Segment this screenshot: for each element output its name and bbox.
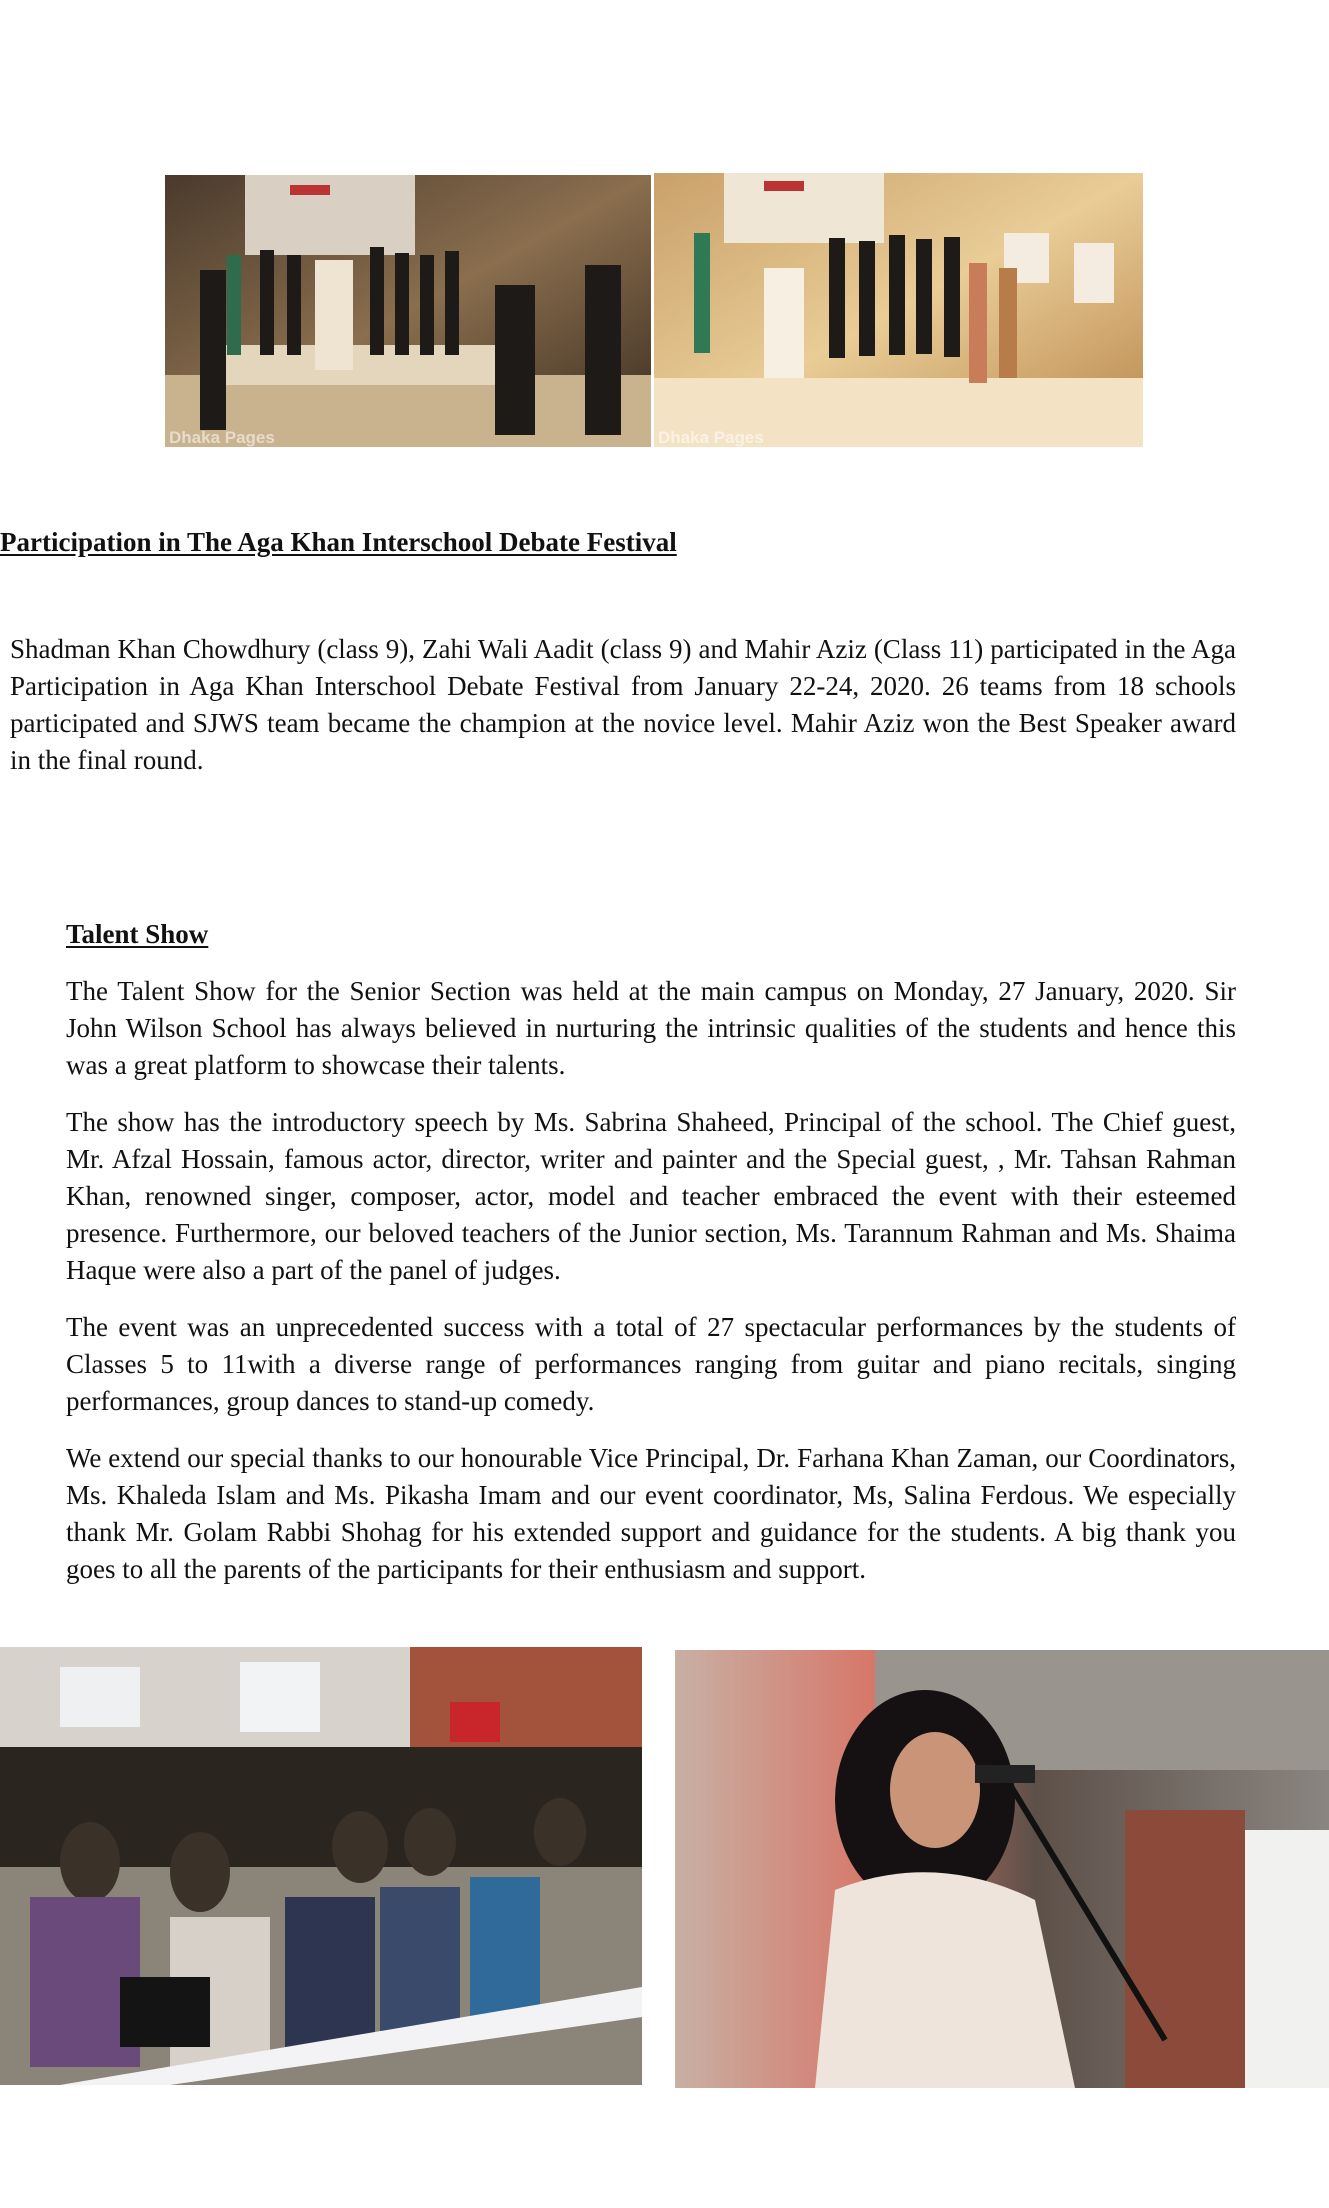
talent-paragraph-2: The show has the introductory speech by Ms. Sabrina Shaheed, Principal of the school. The Chief guest, Mr. Afzal Hossain, famous actor, director, writer and painter and the Special guest, , Mr. Tahsan Rahman Khan, renowned singer, composer, actor, model and teacher embraced the event with their esteemed presence. Furthermore, our beloved teachers of the Junior section, Ms. Tarannum Rahman and Ms. Shaima Haque were also a part of the panel of judges.	[66, 1107, 1236, 1285]
singer-photo	[675, 1650, 1329, 2088]
talent-paragraph-4: We extend our special thanks to our honourable Vice Principal, Dr. Farhana Khan Zaman, our Coordinators, Ms. Khaleda Islam and Ms. Pikasha Imam and our event coordinator, Ms, Salina Ferdous. We especially thank Mr. Golam Rabbi Shohag for his extended support and guidance for the students. A big thank you goes to all the parents of the participants for their enthusiasm and support.	[66, 1443, 1236, 1584]
talent-paragraph-3: The event was an unprecedented success with a total of 27 spectacular performances by the students of Classes 5 to 11with a diverse range of performances ranging from guitar and piano recitals, singing performances, group dances to stand-up comedy.	[66, 1312, 1236, 1416]
talent-show-heading: Talent Show	[66, 919, 209, 949]
debate-stage-photo-left	[165, 175, 651, 447]
debate-stage-photo-right	[654, 173, 1143, 447]
debate-left-watermark: Dhaka Pages	[169, 428, 275, 447]
debate-paragraph: Shadman Khan Chowdhury (class 9), Zahi Wali Aadit (class 9) and Mahir Aziz (Class 11) participated in the Aga Participation in Aga Khan Interschool Debate Festival from January 22-24, 2020. 26 teams from 18 schools participated and SJWS team became the champion at the novice level. Mahir Aziz won the Best Speaker award in the final round.	[10, 634, 1236, 775]
audience-photo	[0, 1647, 642, 2085]
talent-paragraph-1: The Talent Show for the Senior Section was held at the main campus on Monday, 27 January, 2020. Sir John Wilson School has always believed in nurturing the intrinsic qualities of the students and hence this was a great platform to showcase their talents.	[66, 976, 1236, 1080]
talent-show-body	[66, 973, 1236, 1588]
debate-right-watermark: Dhaka Pages	[658, 428, 764, 447]
debate-heading: Participation in The Aga Khan Interschool Debate Festival	[0, 527, 677, 557]
